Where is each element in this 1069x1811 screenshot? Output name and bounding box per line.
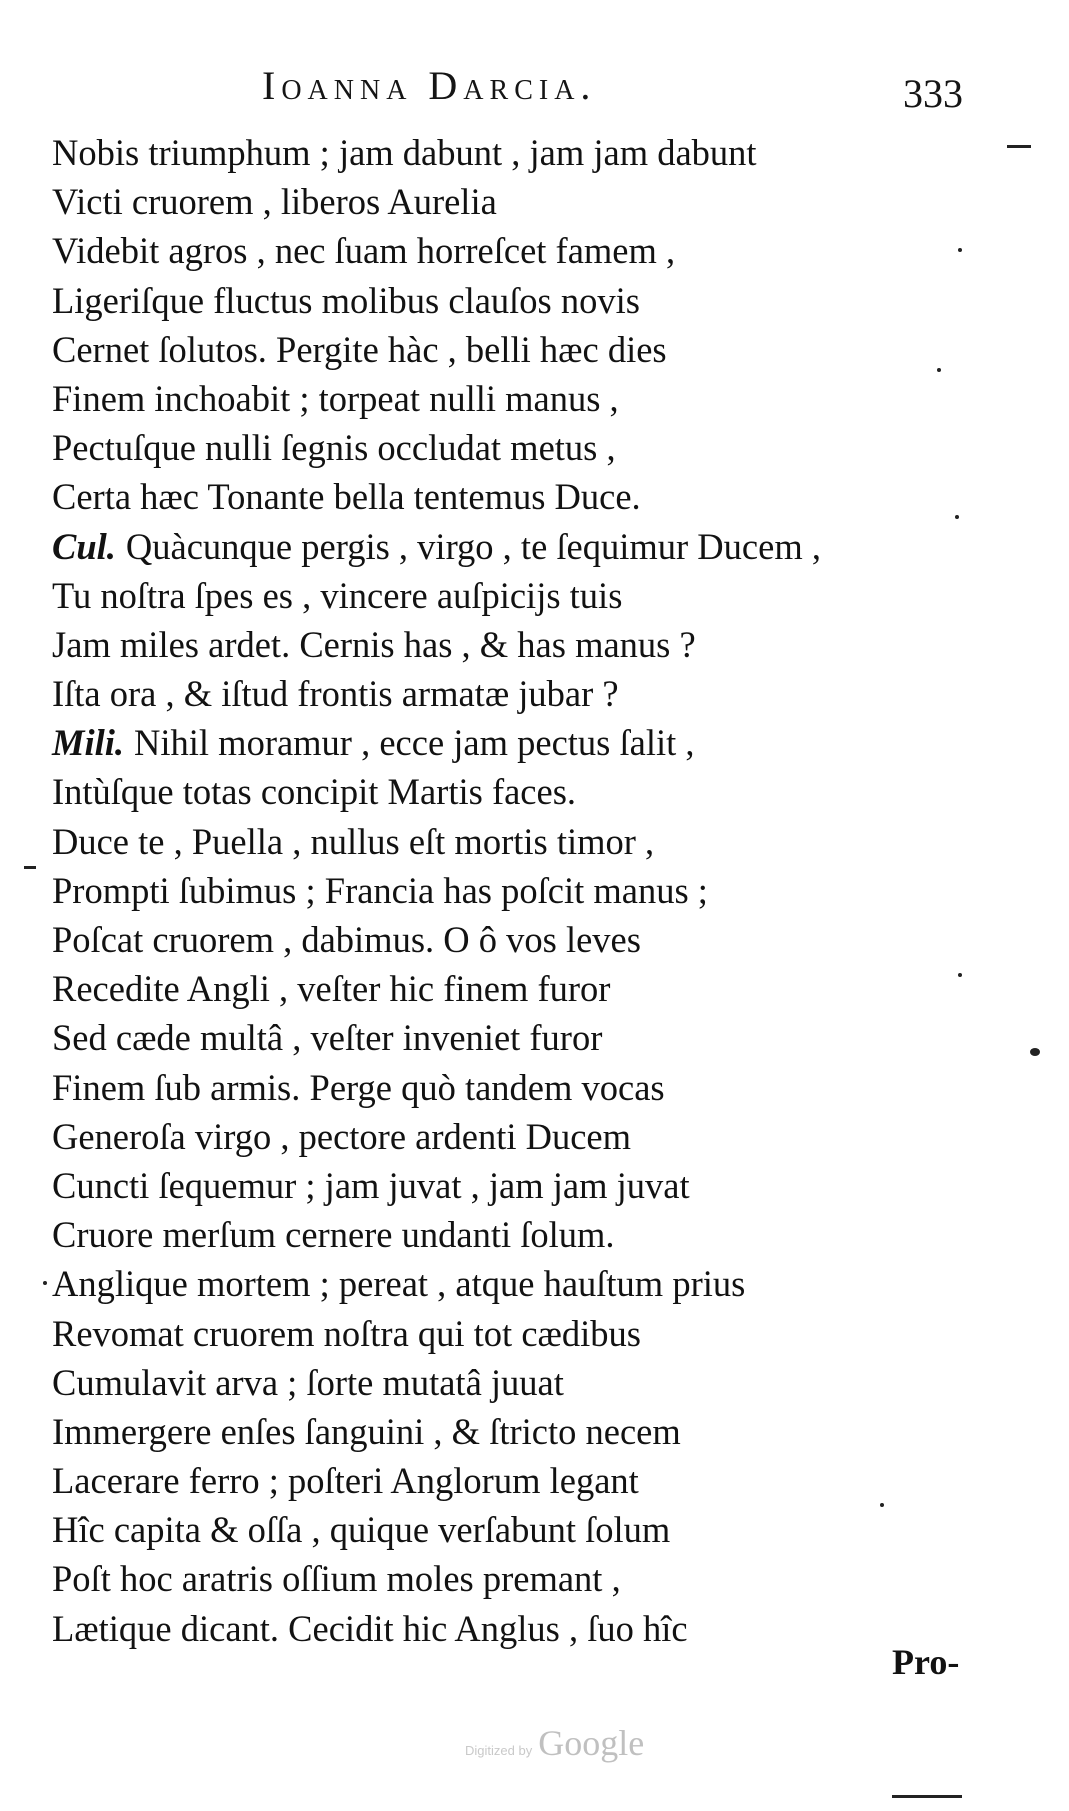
ink-speck bbox=[43, 1281, 47, 1285]
verse-line-text: Jam miles ardet. Cernis has , & has manus ? bbox=[52, 623, 696, 665]
margin-mark bbox=[892, 1795, 962, 1798]
verse-line-text: Lætique dicant. Cecidit hic Anglus , ſuo hîc bbox=[52, 1607, 688, 1649]
ink-speck bbox=[880, 1503, 884, 1507]
ink-speck bbox=[958, 248, 962, 252]
speaker-label: Cul. bbox=[52, 525, 116, 567]
verse-line bbox=[52, 1456, 1012, 1505]
verse-line-text: Quàcunque pergis , virgo , te ſequimur Ducem , bbox=[125, 525, 821, 567]
verse-line-text: Anglique mortem ; pereat , atque hauſtum prius bbox=[52, 1263, 746, 1305]
verse-line-text: Revomat cruorem noſtra qui tot cædibus bbox=[52, 1312, 641, 1354]
verse-line-text: Prompti ſubimus ; Francia has poſcit manus ; bbox=[52, 869, 708, 911]
verse-line-text: Certa hæc Tonante bella tentemus Duce. bbox=[52, 476, 641, 518]
verse-line bbox=[52, 522, 1012, 571]
ink-speck bbox=[937, 368, 941, 372]
verse-line bbox=[52, 1309, 1012, 1358]
verse-line bbox=[52, 1505, 1012, 1554]
verse-line-text: Nobis triumphum ; jam dabunt , jam jam dabunt bbox=[52, 132, 757, 173]
verse-line bbox=[52, 1161, 1012, 1210]
page-number: 333 bbox=[903, 71, 963, 116]
catchword: Pro- bbox=[892, 1642, 960, 1682]
ink-speck bbox=[955, 515, 959, 519]
verse-line bbox=[52, 128, 1012, 177]
verse-line-text: Cruore merſum cernere undanti ſolum. bbox=[52, 1214, 615, 1256]
verse-line-text: Sed cæde multâ , veſter inveniet furor bbox=[52, 1017, 603, 1059]
verse-line bbox=[52, 718, 1012, 767]
verse-line bbox=[52, 374, 1012, 423]
verse-line bbox=[52, 669, 1012, 718]
verse-line bbox=[52, 423, 1012, 472]
verse-line bbox=[52, 1358, 1012, 1407]
watermark-prefix: Digitized by bbox=[465, 1743, 533, 1758]
margin-mark bbox=[1007, 145, 1031, 148]
verse-line-text: Hîc capita & oſſa , quique verſabunt ſolum bbox=[52, 1509, 671, 1551]
verse-text bbox=[52, 128, 1012, 1653]
verse-line bbox=[52, 472, 1012, 521]
verse-line bbox=[52, 1554, 1012, 1603]
verse-line bbox=[52, 571, 1012, 620]
verse-line-text: Videbit agros , nec ſuam horreſcet famem , bbox=[52, 230, 676, 272]
digitized-watermark bbox=[465, 1722, 644, 1762]
verse-line-text: Nihil moramur , ecce jam pectus ſalit , bbox=[134, 722, 695, 764]
verse-line-text: Ligeriſque fluctus molibus clauſos novis bbox=[52, 279, 640, 321]
verse-line-text: Immergere enſes ſanguini , & ſtricto necem bbox=[52, 1410, 681, 1452]
verse-line-text: Finem ſub armis. Perge quò tandem vocas bbox=[52, 1066, 665, 1108]
google-logo: Google bbox=[538, 1723, 645, 1763]
ink-speck bbox=[958, 973, 962, 977]
verse-line bbox=[52, 226, 1012, 275]
verse-line-text: Recedite Angli , veſter hic finem furor bbox=[52, 968, 611, 1010]
verse-line bbox=[52, 620, 1012, 669]
verse-line bbox=[52, 325, 1012, 374]
verse-line bbox=[52, 1210, 1012, 1259]
verse-line bbox=[52, 1112, 1012, 1161]
verse-line bbox=[52, 1604, 1012, 1653]
verse-line bbox=[52, 177, 1012, 226]
verse-line bbox=[52, 915, 1012, 964]
speaker-label: Mili. bbox=[52, 722, 125, 764]
verse-line-text: Pectuſque nulli ſegnis occludat metus , bbox=[52, 427, 616, 469]
verse-line bbox=[52, 964, 1012, 1013]
verse-line bbox=[52, 1259, 1012, 1308]
verse-line-text: Poſcat cruorem , dabimus. O ô vos leves bbox=[52, 919, 641, 960]
verse-line bbox=[52, 276, 1012, 325]
verse-line-text: Iſta ora , & iſtud frontis armatæ jubar ? bbox=[52, 673, 619, 715]
margin-mark bbox=[24, 866, 36, 869]
ink-speck bbox=[1030, 1048, 1040, 1056]
running-head: Ioanna Darcia. bbox=[262, 63, 597, 108]
verse-line-text: Duce te , Puella , nullus eſt mortis timor , bbox=[52, 820, 655, 862]
verse-line-text: Tu noſtra ſpes es , vincere auſpicijs tuis bbox=[52, 574, 623, 616]
verse-line-text: Poſt hoc aratris oſſium moles premant , bbox=[52, 1558, 621, 1600]
verse-line-text: Cernet ſolutos. Pergite hàc , belli hæc dies bbox=[52, 328, 667, 370]
verse-line-text: Lacerare ferro ; poſteri Anglorum legant bbox=[52, 1460, 639, 1502]
verse-line bbox=[52, 817, 1012, 866]
verse-line bbox=[52, 1013, 1012, 1062]
verse-line-text: Cumulavit arva ; ſorte mutatâ juuat bbox=[52, 1361, 564, 1403]
verse-line-text: Victi cruorem , liberos Aurelia bbox=[52, 181, 497, 223]
verse-line-text: Finem inchoabit ; torpeat nulli manus , bbox=[52, 377, 619, 419]
verse-line bbox=[52, 1407, 1012, 1456]
verse-line-text: Intùſque totas concipit Martis faces. bbox=[52, 771, 577, 813]
verse-line bbox=[52, 866, 1012, 915]
verse-line-text: Cuncti ſequemur ; jam juvat , jam jam juvat bbox=[52, 1164, 690, 1206]
verse-line-text: Generoſa virgo , pectore ardenti Ducem bbox=[52, 1115, 632, 1157]
verse-line bbox=[52, 1063, 1012, 1112]
verse-line bbox=[52, 767, 1012, 816]
